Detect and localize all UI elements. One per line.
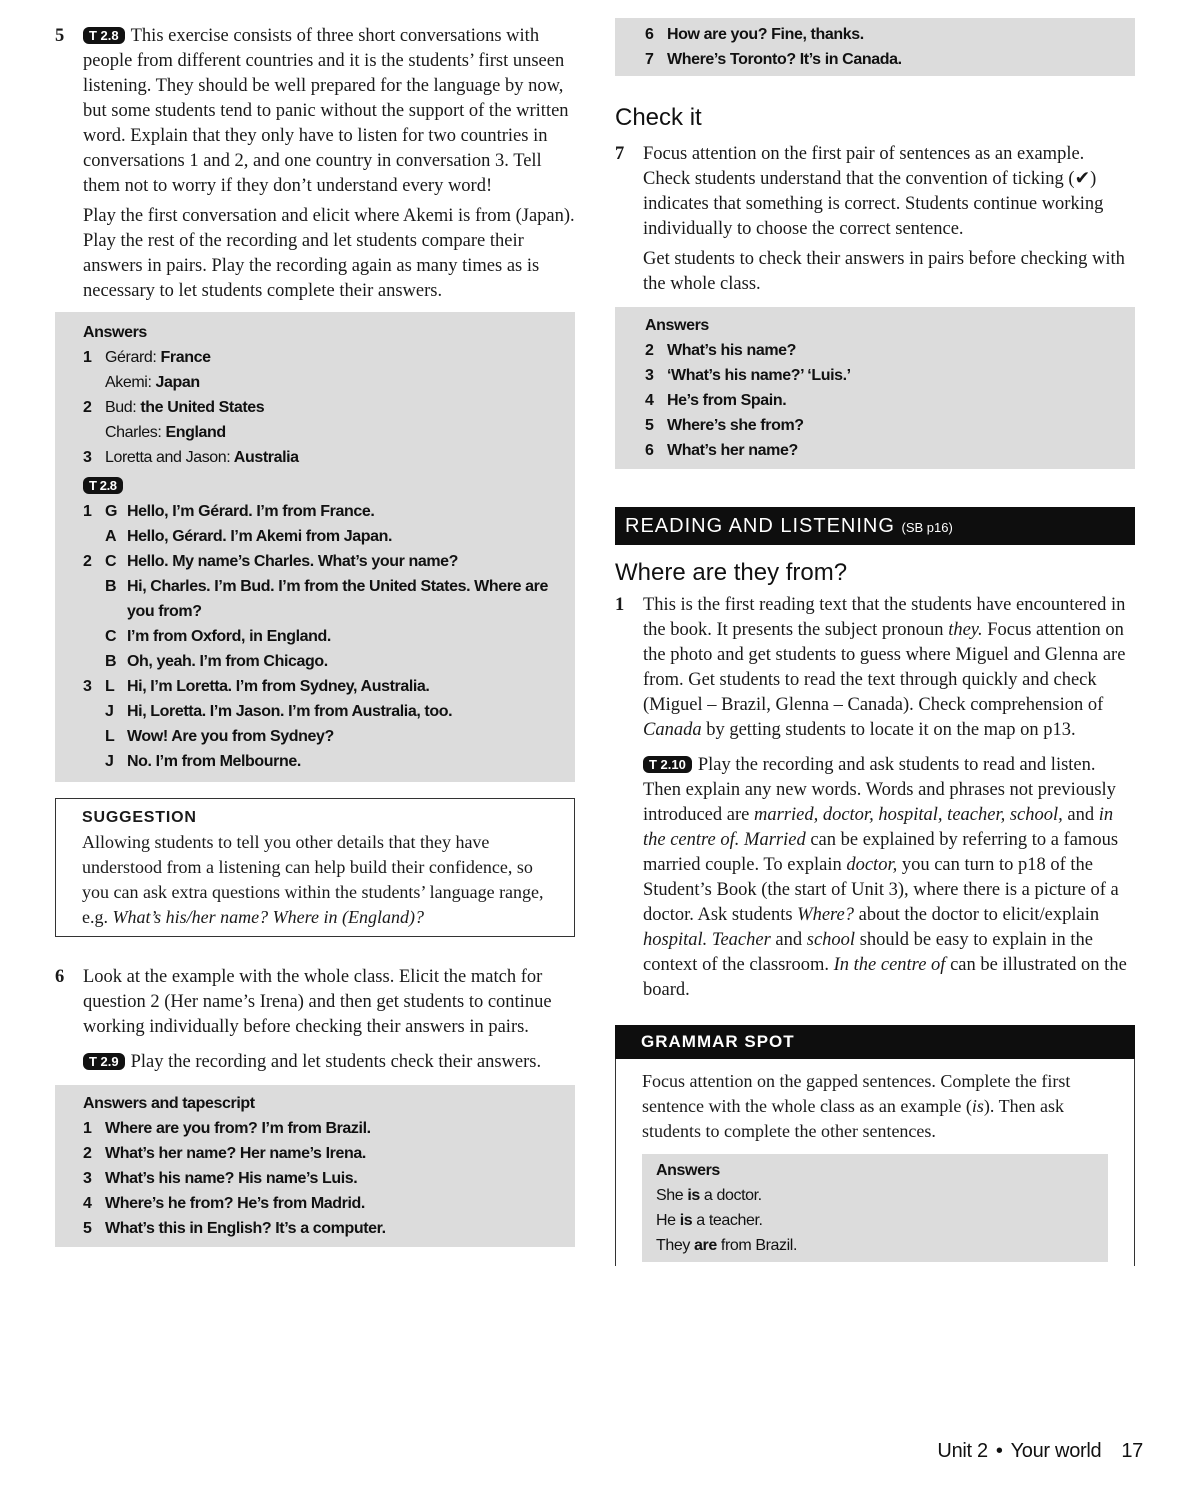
answer-number: 1 <box>83 349 92 366</box>
tapescript-speaker: B <box>105 578 117 595</box>
footer-unit: Unit 2 <box>937 1440 988 1462</box>
answers-heading: Answers and tapescript <box>83 1095 255 1112</box>
tapescript-line <box>83 699 565 724</box>
tapescript-number <box>83 574 105 624</box>
answers-heading: Answers <box>656 1162 720 1179</box>
tapescript-number: 3 <box>83 678 92 695</box>
answer-text: What’s her name? <box>667 442 798 459</box>
answer-number: 5 <box>83 1220 92 1237</box>
tapescript-text: No. I’m from Melbourne. <box>127 753 301 770</box>
exercise-paragraph: T 2.9 Play the recording and let students check their answers. <box>83 1050 575 1075</box>
audio-track-badge: T 2.10 <box>643 756 692 773</box>
suggestion-title: SUGGESTION <box>82 809 197 826</box>
exercise-paragraph: Look at the example with the whole class. Elicit the match for question 2 (Her name’s Irena) and then get students to continue working individually before checking their answers in pairs. <box>83 967 552 1037</box>
tapescript-text: Hello, Gérard. I’m Akemi from Japan. <box>127 528 393 545</box>
section-title: Where are they from? <box>615 559 848 586</box>
answers-heading: Answers <box>83 324 147 341</box>
exercise-number: 7 <box>615 144 625 164</box>
grammar-answer-line <box>656 1233 1094 1258</box>
audio-track-badge: T 2.8 <box>83 27 125 44</box>
answer-number: 2 <box>83 399 92 416</box>
answer-number: 6 <box>645 26 654 43</box>
grammar-answer-line <box>656 1183 1094 1208</box>
answer-line <box>83 1191 565 1216</box>
suggestion-box <box>55 798 575 937</box>
tapescript-line <box>83 674 565 699</box>
answer-line <box>645 438 1125 463</box>
answer-person: Gérard: <box>105 349 157 366</box>
exercise-6 <box>55 965 575 1075</box>
tapescript-text: Hi, I’m Loretta. I’m from Sydney, Australia. <box>127 678 430 695</box>
grammar-spot-box <box>615 1059 1135 1266</box>
tapescript-text: Hi, Charles. I’m Bud. I’m from the United States. Where are you from? <box>127 578 548 620</box>
answer-person: Loretta and Jason: <box>105 449 231 466</box>
tapescript-speaker: C <box>105 628 117 645</box>
exercise-7 <box>615 142 1135 297</box>
answer-line <box>83 420 565 445</box>
grammar-verb: is <box>687 1187 700 1204</box>
section-title: Check it <box>615 104 702 131</box>
answer-text: He’s from Spain. <box>667 392 787 409</box>
tapescript-number <box>83 524 105 549</box>
answer-country: Japan <box>155 374 200 391</box>
answer-country: France <box>160 349 211 366</box>
answer-text: What’s his name? His name’s Luis. <box>105 1170 358 1187</box>
tapescript-number <box>83 749 105 774</box>
answer-text <box>105 420 565 445</box>
answer-country: the United States <box>140 399 265 416</box>
tapescript-number: 2 <box>83 553 92 570</box>
section-bar-title: READING AND LISTENING <box>625 515 895 537</box>
tapescript-speaker: J <box>105 703 114 720</box>
tapescript-line <box>83 499 565 524</box>
exercise-number: 6 <box>55 967 65 987</box>
answer-line <box>645 413 1125 438</box>
answers-box <box>55 1085 575 1247</box>
answer-number: 2 <box>645 342 654 359</box>
answer-line <box>83 1116 565 1141</box>
exercise-reading-1 <box>615 593 1135 1003</box>
audio-track-badge: T 2.9 <box>83 1053 125 1070</box>
grammar-verb: is <box>679 1212 693 1229</box>
exercise-number: 5 <box>55 26 65 46</box>
grammar-spot-bar: GRAMMAR SPOT <box>615 1025 1135 1059</box>
grammar-complement: a doctor. <box>703 1187 762 1204</box>
answer-country: Australia <box>233 449 299 466</box>
answer-text <box>105 445 565 470</box>
answers-heading: Answers <box>645 317 709 334</box>
answer-number: 2 <box>83 1145 92 1162</box>
section-bar <box>615 507 1135 545</box>
exercise-paragraph: Get students to check their answers in pairs before checking with the whole class. <box>643 249 1125 294</box>
footer-title: Your world <box>1010 1440 1102 1462</box>
tapescript-line <box>83 724 565 749</box>
tapescript-text: Hi, Loretta. I’m Jason. I’m from Australia, too. <box>127 703 453 720</box>
answers-box <box>615 307 1135 469</box>
answer-text: Where are you from? I’m from Brazil. <box>105 1120 371 1137</box>
right-column <box>615 0 1135 1266</box>
answer-text: What’s this in English? It’s a computer. <box>105 1220 386 1237</box>
tapescript-speaker: A <box>105 528 117 545</box>
answer-number: 7 <box>645 51 654 68</box>
tapescript-text: Wow! Are you from Sydney? <box>127 728 334 745</box>
answer-text <box>105 345 565 370</box>
exercise-paragraph: Focus attention on the first pair of sentences as an example. Check students understand that the convention of ticking (✔) indicates that something is correct. Students continue working individually to choose the correct sentence. <box>643 144 1104 239</box>
exercise-number: 1 <box>615 595 625 615</box>
answers-box <box>55 312 575 782</box>
tapescript-line <box>83 549 565 574</box>
answer-person: Akemi: <box>105 374 152 391</box>
grammar-subject: He <box>656 1212 676 1229</box>
tapescript-speaker: B <box>105 653 117 670</box>
answer-line <box>83 1166 565 1191</box>
answer-line <box>645 363 1125 388</box>
grammar-complement: from Brazil. <box>720 1237 798 1254</box>
tapescript-text: Oh, yeah. I’m from Chicago. <box>127 653 328 670</box>
tapescript-line <box>83 624 565 649</box>
tapescript-speaker: L <box>105 678 115 695</box>
page-footer <box>937 1440 1143 1463</box>
exercise-paragraph: T 2.10 Play the recording and ask students to read and listen. Then explain any new words. Words and phrases not previously introduced are married, doctor, hospital, teacher, school, and in the centre of. Married can be explained by referring to a famous married couple. To explain doctor, you can turn to p18 of the Student’s Book (the start of Unit 3), where there is a picture of a doctor. Ask students Where? about the doctor to elicit/explain hospital. Teacher and school should be easy to explain in the context of the classroom. In the centre of can be illustrated on the board. <box>643 755 1127 1000</box>
tapescript-number <box>83 624 105 649</box>
answers-box <box>642 1154 1108 1262</box>
footer-separator: • <box>995 1440 1003 1462</box>
answer-text: ‘What’s his name?’ ‘Luis.’ <box>667 367 851 384</box>
answer-line <box>83 345 565 370</box>
answer-number: 6 <box>645 442 654 459</box>
tapescript-number: 1 <box>83 503 92 520</box>
answer-number: 3 <box>83 449 92 466</box>
tapescript-number <box>83 724 105 749</box>
tapescript-speaker: C <box>105 553 117 570</box>
answer-line <box>645 388 1125 413</box>
grammar-subject: They <box>656 1237 690 1254</box>
tapescript-speaker: G <box>105 503 118 520</box>
answer-number: 5 <box>645 417 654 434</box>
grammar-subject: She <box>656 1187 684 1204</box>
answer-text: How are you? Fine, thanks. <box>667 26 864 43</box>
answer-line <box>83 1141 565 1166</box>
tapescript-text: Hello, I’m Gérard. I’m from France. <box>127 503 375 520</box>
grammar-complement: a teacher. <box>696 1212 763 1229</box>
tapescript-number <box>83 699 105 724</box>
answers-box-continued <box>615 18 1135 76</box>
answer-text: Where’s he from? He’s from Madrid. <box>105 1195 365 1212</box>
grammar-verb: are <box>694 1237 717 1254</box>
answer-line <box>645 47 1125 72</box>
answer-text <box>105 370 565 395</box>
left-column <box>55 0 575 1247</box>
grammar-answer-line <box>656 1208 1094 1233</box>
answer-line <box>83 445 565 470</box>
answer-text: What’s her name? Her name’s Irena. <box>105 1145 366 1162</box>
tapescript-speaker: L <box>105 728 115 745</box>
answer-number: 3 <box>645 367 654 384</box>
tapescript-line <box>83 649 565 674</box>
grammar-text: Focus attention on the gapped sentences. Complete the first sentence with the whole class as an example (is). Then ask students to complete the other sentences. <box>642 1071 1071 1141</box>
answer-number: 1 <box>83 1120 92 1137</box>
tapescript-speaker: J <box>105 753 114 770</box>
answer-person: Charles: <box>105 424 162 441</box>
page-number: 17 <box>1121 1440 1143 1462</box>
tapescript-number <box>83 649 105 674</box>
tapescript-text: I’m from Oxford, in England. <box>127 628 331 645</box>
exercise-5 <box>55 24 575 304</box>
answer-text: What’s his name? <box>667 342 797 359</box>
answer-number: 4 <box>645 392 654 409</box>
suggestion-example: What’s his/her name? Where in (England)? <box>112 907 424 927</box>
answer-number: 3 <box>83 1170 92 1187</box>
answer-text: Where’s Toronto? It’s in Canada. <box>667 51 902 68</box>
exercise-paragraph: This is the first reading text that the students have encountered in the book. It presents the subject pronoun they. Focus attention on the photo and get students to guess where Miguel and Glenna are from. Get students to read the text through quickly and check (Miguel – Brazil, Glenna – Canada). Check comprehension of Canada by getting students to locate it on the map on p13. <box>643 595 1126 740</box>
answer-country: England <box>165 424 226 441</box>
answer-text <box>105 395 565 420</box>
answer-line <box>645 338 1125 363</box>
answer-line <box>83 1216 565 1241</box>
answer-line <box>83 370 565 395</box>
answer-number <box>83 370 105 395</box>
answer-line <box>645 22 1125 47</box>
answer-person: Bud: <box>105 399 137 416</box>
tapescript-line <box>83 574 565 624</box>
tapescript-text: Hello. My name’s Charles. What’s your name? <box>127 553 459 570</box>
exercise-paragraph: T 2.8 This exercise consists of three short conversations with people from different countries and it is the students’ first unseen listening. They should be well prepared for the language by now, but some students tend to panic without the support of the written word. Explain that they only have to listen for two countries in conversations 1 and 2, and one country in conversation 3. Tell them not to worry if they don’t understand every word! <box>83 26 569 196</box>
exercise-paragraph: Play the first conversation and elicit where Akemi is from (Japan). Play the rest of the recording and let students compare their answers in pairs. Play the recording again as many times as is necessary to let students complete their answers. <box>83 206 575 301</box>
answer-line <box>83 395 565 420</box>
tapescript-line <box>83 524 565 549</box>
answer-number <box>83 420 105 445</box>
section-bar-ref: (SB p16) <box>901 520 953 535</box>
answer-text: Where’s she from? <box>667 417 804 434</box>
audio-track-badge: T 2.8 <box>83 477 123 494</box>
suggestion-text: Allowing students to tell you other details that they have understood from a listening can help build their confidence, so you can ask extra questions within the students’ language range, e.g. What’s his/her name? Where in (England)? <box>82 832 544 927</box>
tapescript-line <box>83 749 565 774</box>
answer-number: 4 <box>83 1195 92 1212</box>
